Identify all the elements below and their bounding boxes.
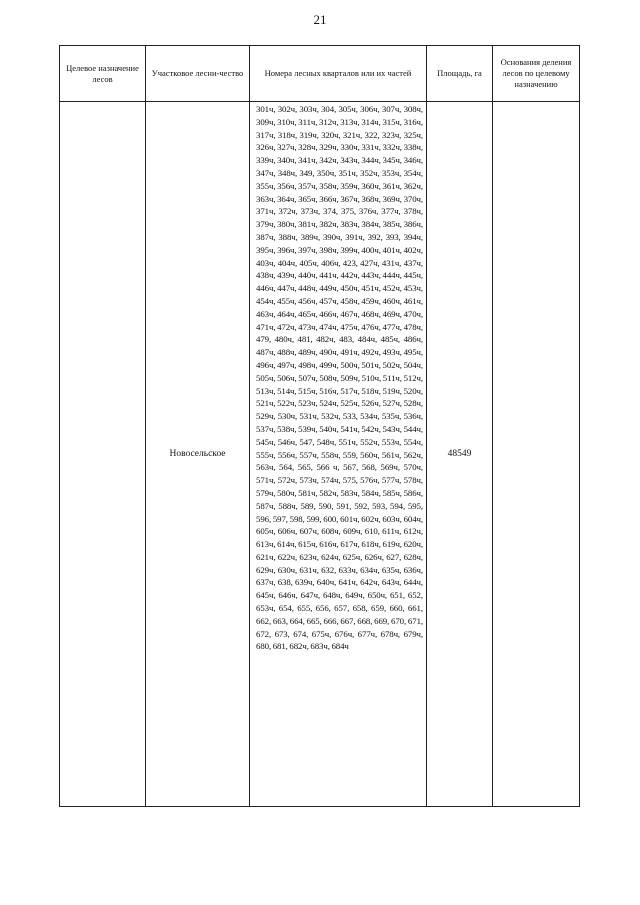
page-number: 21 (313, 12, 327, 27)
header-district: Участковое лесни-чество (146, 46, 250, 102)
header-quarters: Номера лесных кварталов или их частей (250, 46, 427, 102)
header-area: Площадь, га (427, 46, 493, 102)
cell-quarters (250, 102, 427, 807)
header-row (60, 46, 580, 102)
cell-district: Новосельское (146, 102, 250, 807)
cell-basis (493, 102, 580, 807)
quarters-list: 301ч, 302ч, 303ч, 304, 305ч, 306ч, 307ч, 308ч, 309ч, 310ч, 311ч, 312ч, 313ч, 314ч, 315ч, 316ч, 317ч, 318ч, 319ч, 320ч, 321ч, 322, 323ч, 325ч, 326ч, 327ч, 328ч, 329ч, 330ч, 331ч, 332ч, 338ч, 339ч, 340ч, 341ч, 342ч, 343ч, 344ч, 345ч, 346ч, 347ч, 348ч, 349, 350ч, 351ч, 352ч, 353ч, 354ч, 355ч, 356ч, 357ч, 358ч, 359ч, 360ч, 361ч, 362ч, 363ч, 364ч, 365ч, 366ч, 367ч, 368ч, 369ч, 370ч, 371ч, 372ч, 373ч, 374, 375, 376ч, 377ч, 378ч, 379ч, 380ч, 381ч, 382ч, 383ч, 384ч, 385ч, 386ч, 387ч, 388ч, 389ч, 390ч, 391ч, 392, 393, 394ч, 395ч, 396ч, 397ч, 398ч, 399ч, 400ч, 401ч, 402ч, 403ч, 404ч, 405ч, 406ч, 423, 427ч, 431ч, 437ч, 438ч, 439ч, 440ч, 441ч, 442ч, 443ч, 444ч, 445ч, 446ч, 447ч, 448ч, 449ч, 450ч, 451ч, 452ч, 453ч, 454ч, 455ч, 456ч, 457ч, 458ч, 459ч, 460ч, 461ч, 463ч, 464ч, 465ч, 466ч, 467ч, 468ч, 469ч, 470ч, 471ч, 472ч, 473ч, 474ч, 475ч, 476ч, 477ч, 478ч, 479, 480ч, 481, 482ч, 483, 484ч, 485ч, 486ч, 487ч, 488ч, 489ч, 490ч, 491ч, 492ч, 493ч, 495ч, 496ч, 497ч, 498ч, 499ч, 500ч, 501ч, 502ч, 504ч, 505ч, 506ч, 507ч, 508ч, 509ч, 510ч, 511ч, 512ч, 513ч, 514ч, 515ч, 516ч, 517ч, 518ч, 519ч, 520ч, 521ч, 522ч, 523ч, 524ч, 525ч, 526ч, 527ч, 528ч, 529ч, 530ч, 531ч, 532ч, 533, 534ч, 535ч, 536ч, 537ч, 538ч, 539ч, 540ч, 541ч, 542ч, 543ч, 544ч, 545ч, 546ч, 547, 548ч, 551ч, 552ч, 553ч, 554ч, 555ч, 556ч, 557ч, 558ч, 559, 560ч, 561ч, 562ч, 563ч, 564, 565, 566 ч, 567, 568, 569ч, 570ч, 571ч, 572ч, 573ч, 574ч, 575, 576ч, 577ч, 578ч, 579ч, 580ч, 581ч, 582ч, 583ч, 584ч, 585ч, 586ч, 587ч, 588ч, 589, 590, 591, 592, 593, 594, 595, 596, 597, 598, 599, 600, 601ч, 602ч, 603ч, 604ч, 605ч, 606ч, 607ч, 608ч, 609ч, 610, 611ч, 612ч, 613ч, 614ч, 615ч, 616ч, 617ч, 618ч, 619ч, 620ч, 621ч, 622ч, 623ч, 624ч, 625ч, 626ч, 627, 628ч, 629ч, 630ч, 631ч, 632, 633ч, 634ч, 635ч, 636ч, 637ч, 638, 639ч, 640ч, 641ч, 642ч, 643ч, 644ч, 645ч, 646ч, 647ч, 648ч, 649ч, 650ч, 651, 652, 653ч, 654, 655, 656, 657, 658, 659, 660, 661, 662, 663, 664, 665, 666, 667, 668, 669, 670, 671, 672, 673, 674, 675ч, 676ч, 677ч, 678ч, 679ч, 680, 681, 682ч, 683ч, 684ч (256, 104, 423, 652)
cell-area: 48549 (427, 102, 493, 807)
header-purpose: Целевое назначение лесов (60, 46, 146, 102)
cell-purpose (60, 102, 146, 807)
forest-division-table (59, 45, 580, 807)
table-header (60, 46, 580, 102)
table-row (60, 102, 580, 807)
header-basis: Основания деления лесов по целевому назначению (493, 46, 580, 102)
table-body (60, 102, 580, 807)
